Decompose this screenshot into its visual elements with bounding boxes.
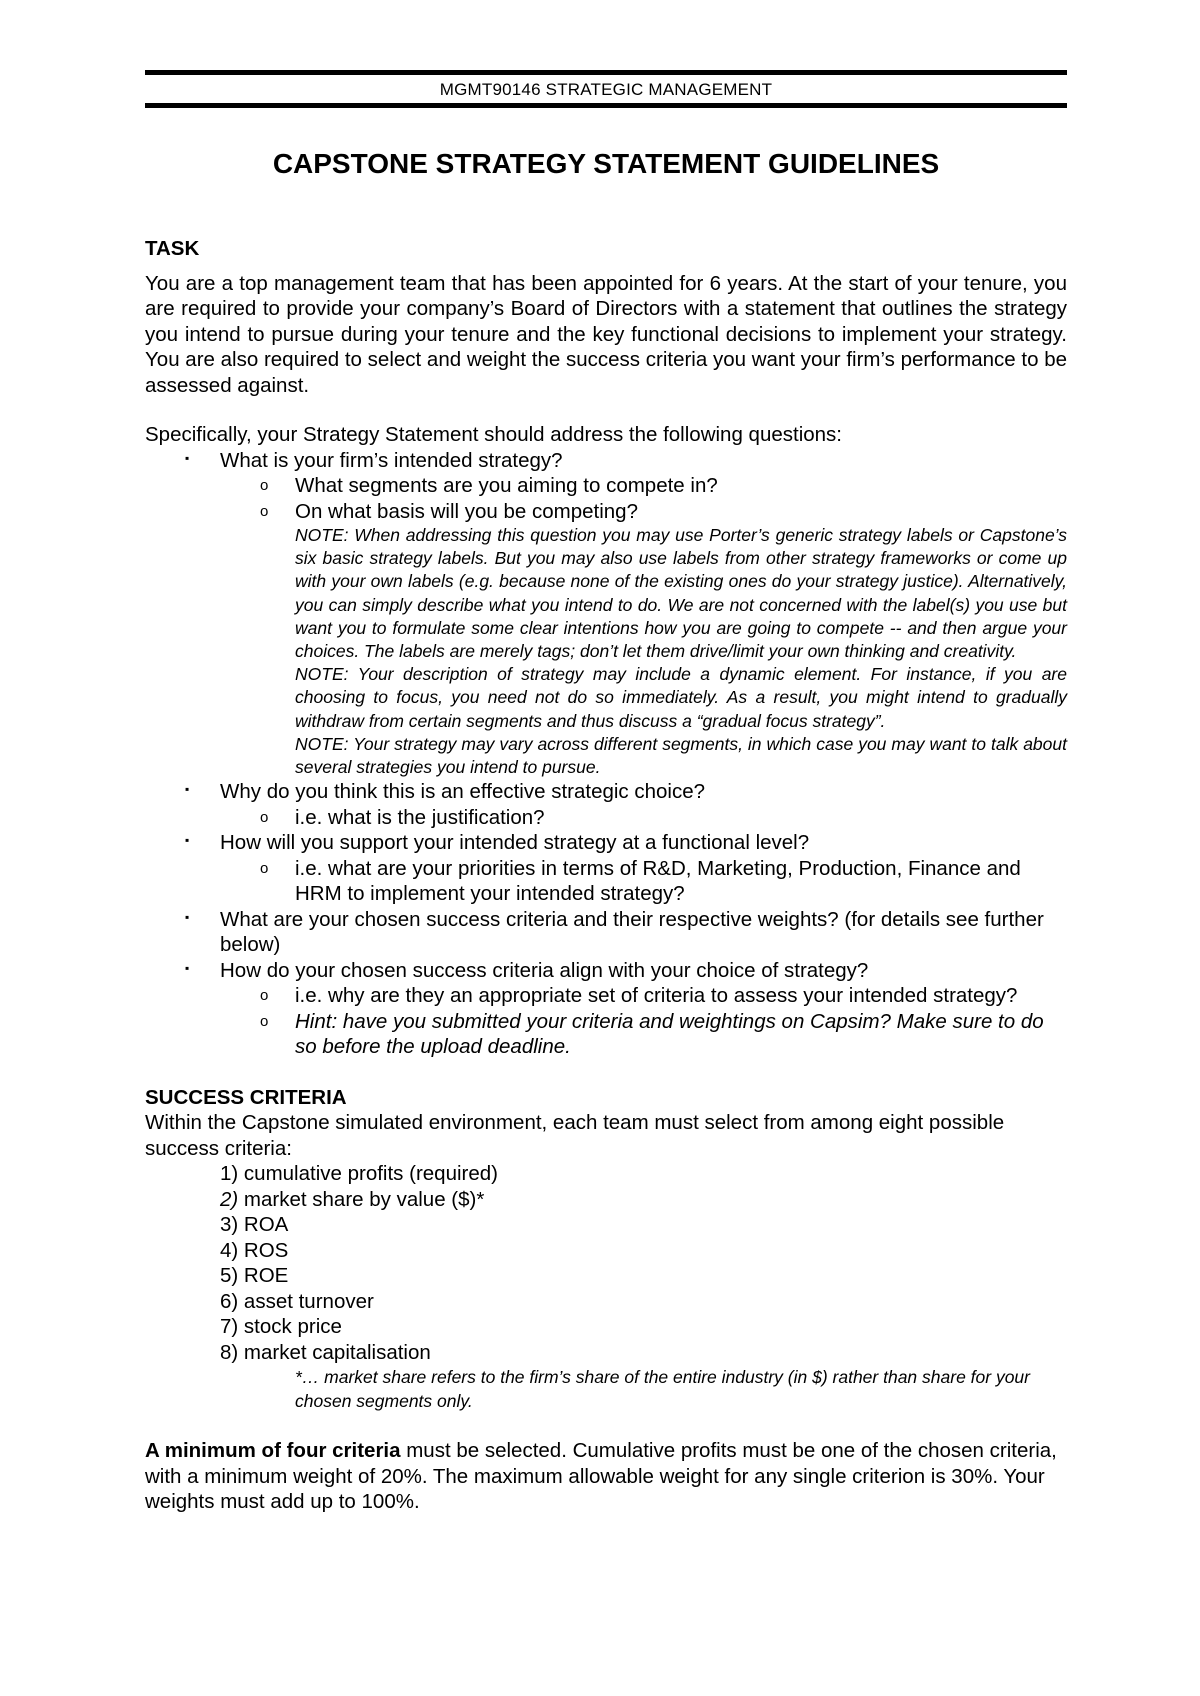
question-item (145, 830, 1067, 856)
bullet-icon (185, 907, 189, 933)
criterion-item: 7) stock price (220, 1315, 342, 1339)
circle-bullet-icon (260, 856, 268, 882)
criterion-item (145, 1187, 1067, 1213)
criteria-rules (145, 1438, 1067, 1515)
sub-question-text: i.e. why are they an appropriate set of criteria to assess your intended strategy? (295, 984, 1018, 1008)
criterion-item: 5) ROE (220, 1264, 289, 1288)
task-intro: Specifically, your Strategy Statement should address the following questions: (145, 423, 842, 446)
header-top-rule (145, 70, 1067, 75)
document-title: CAPSTONE STRATEGY STATEMENT GUIDELINES (272, 148, 940, 179)
criterion-text: market share by value ($)* (238, 1187, 485, 1211)
criterion-item: 4) ROS (220, 1238, 289, 1262)
bullet-icon (185, 448, 189, 474)
question-item (145, 958, 1067, 984)
bullet-icon (185, 958, 189, 984)
circle-bullet-icon (260, 805, 268, 831)
sub-question-item (145, 499, 1067, 525)
criterion-number: 2) (220, 1187, 239, 1211)
question-text: What is your firm’s intended strategy? (220, 448, 563, 472)
circle-bullet-icon (260, 1009, 268, 1035)
circle-bullet-icon (260, 983, 268, 1009)
sub-question-text: i.e. what are your priorities in terms of R&D, Marketing, Production, Finance and HRM to implement your intended strategy? (295, 856, 1021, 906)
criterion-item: 1) cumulative profits (required) (220, 1162, 498, 1186)
criterion-item: 3) ROA (220, 1213, 289, 1237)
task-paragraph: You are a top management team that has been appointed for 6 years. At the start of your tenure, you are required to provide your company’s Board of Directors with a statement that outlines the strategy you intend to pursue during your tenure and the key functional decisions to implement your strategy. You are also required to select and weight the success criteria you want your firm’s performance to be assessed against. (145, 271, 1067, 397)
question-text: How do your chosen success criteria align with your choice of strategy? (220, 958, 869, 982)
sub-question-item (145, 473, 1067, 499)
strategy-note: NOTE: When addressing this question you may use Porter’s generic strategy labels or Capstone’s six basic strategy labels. But you may also use labels from other strategy frameworks or come up with your own labels (e.g. because none of the existing ones do your strategy justice). Alternatively, you can simply describe what you intend to do. We are not concerned with the label(s) you use but want you to formulate some clear intentions how you are going to compete -- and then argue your choices. The labels are merely tags; don’t let them drive/limit your own thinking and creativity. (295, 525, 1067, 662)
question-item (145, 448, 1067, 474)
task-heading: TASK (145, 237, 200, 260)
criteria-rules-emphasis: A minimum of four criteria (145, 1439, 401, 1463)
sub-question-text: i.e. what is the justification? (295, 805, 545, 829)
criterion-item: 6) asset turnover (220, 1289, 374, 1313)
document-body (145, 236, 1067, 1515)
sub-question-text: What segments are you aiming to compete in? (295, 474, 718, 497)
criteria-footnote: *… market share refers to the firm’s share of the entire industry (in $) rather than share for your chosen segments only. (295, 1367, 1030, 1412)
sub-question-item (145, 1009, 1067, 1060)
success-intro: Within the Capstone simulated environment, each team must select from among eight possible success criteria: (145, 1111, 1005, 1160)
header-bottom-rule (145, 103, 1067, 108)
strategy-note: NOTE: Your description of strategy may include a dynamic element. For instance, if you are choosing to focus, you need not do so immediately. As a result, you might intend to gradually withdraw from certain segments and thus discuss a “gradual focus strategy”. (295, 664, 1067, 731)
criteria-rules-text: must be selected. Cumulative profits must be one of the chosen criteria, with a minimum weight of 20%. The maximum allowable weight for any single criterion is 30%. Your weights must add up to 100%. (145, 1439, 1057, 1514)
bullet-icon (185, 830, 189, 856)
question-text: How will you support your intended strategy at a functional level? (220, 831, 810, 855)
success-criteria-heading: SUCCESS CRITERIA (145, 1085, 347, 1109)
question-text: What are your chosen success criteria and their respective weights? (for details see further below) (220, 907, 1044, 957)
question-item (145, 779, 1067, 805)
bullet-icon (185, 779, 189, 805)
strategy-note: NOTE: Your strategy may vary across different segments, in which case you may want to talk about several strategies you intend to pursue. (295, 733, 1067, 778)
circle-bullet-icon (260, 499, 268, 525)
question-item (145, 907, 1067, 958)
sub-question-text: On what basis will you be competing? (295, 499, 638, 523)
circle-bullet-icon (260, 473, 268, 499)
hint-text: Hint: have you submitted your criteria and weightings on Capsim? Make sure to do so before the upload deadline. (295, 1009, 1044, 1059)
sub-question-item (145, 856, 1067, 907)
question-text: Why do you think this is an effective strategic choice? (220, 780, 706, 804)
sub-question-item (145, 983, 1067, 1009)
course-header: MGMT90146 STRATEGIC MANAGEMENT (439, 80, 773, 99)
criterion-item: 8) market capitalisation (220, 1340, 431, 1364)
sub-question-item (145, 805, 1067, 831)
